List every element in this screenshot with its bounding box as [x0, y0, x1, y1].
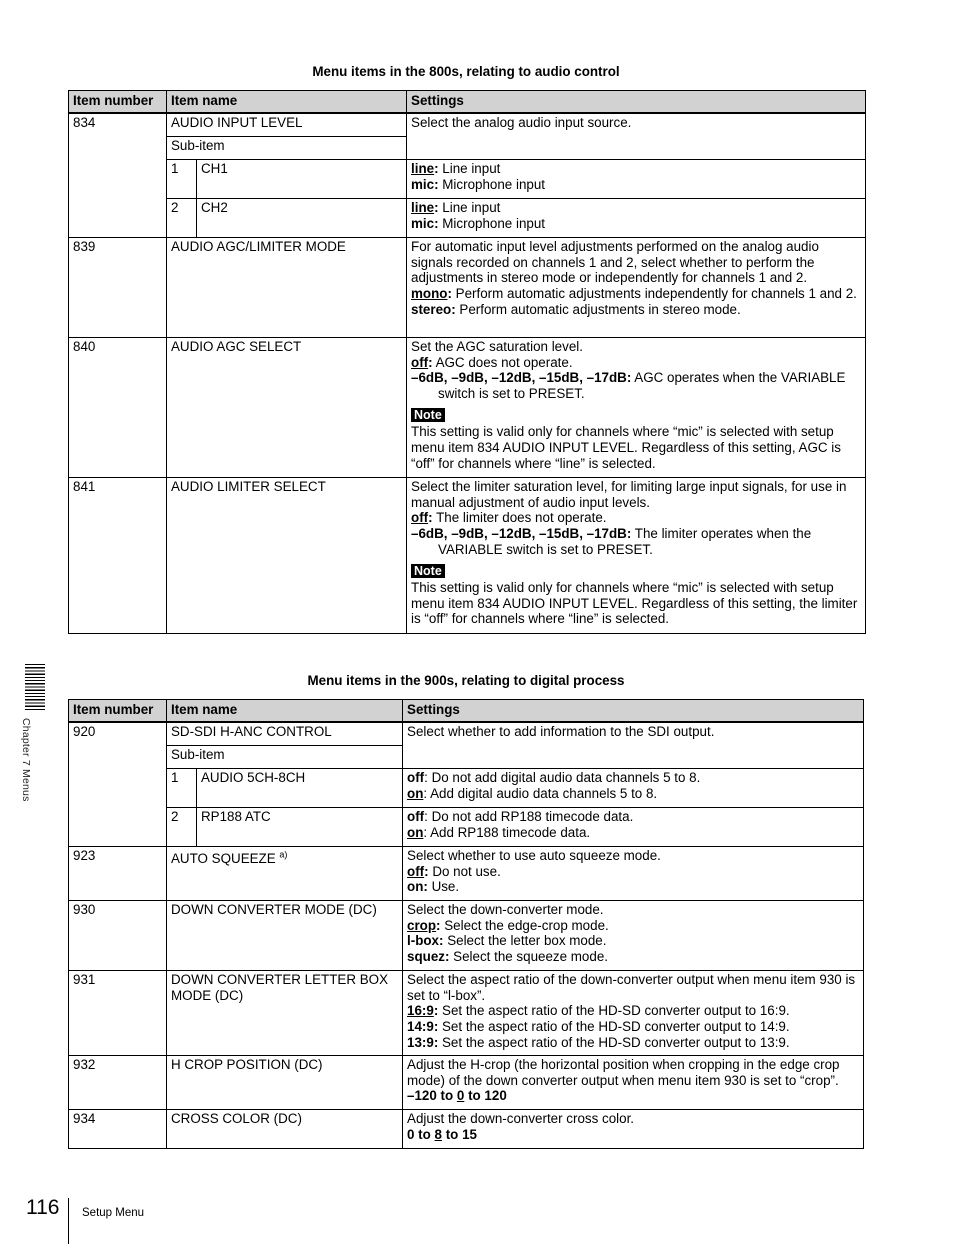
item-number: 840	[69, 337, 167, 477]
setting-range: –120 to 0 to 120	[407, 1088, 507, 1104]
item-settings	[403, 1109, 864, 1148]
header-item-name: Item name	[167, 700, 403, 722]
item-settings	[403, 970, 864, 1055]
setting-description: Select the limiter saturation level, for limiting large input signals, for use in manual adjustment of audio input levels.	[411, 478, 847, 510]
subitem-name: CH1	[197, 159, 407, 198]
subitem-index: 1	[167, 768, 197, 807]
subitem-name: CH2	[197, 198, 407, 237]
header-item-name: Item name	[167, 91, 407, 113]
option-off: off: AGC does not operate.	[411, 354, 573, 370]
table-row-930	[69, 900, 864, 970]
footer-section-label: Setup Menu	[82, 1207, 145, 1219]
item-name: AUDIO AGC SELECT	[167, 337, 407, 477]
option-off: off: Do not use.	[407, 863, 501, 879]
subitem-settings	[403, 807, 864, 846]
subitem-row	[69, 198, 866, 237]
header-item-number: Item number	[69, 700, 167, 722]
item-settings	[407, 477, 866, 633]
option-14-9: 14:9: Set the aspect ratio of the HD-SD converter output to 14:9.	[407, 1019, 790, 1035]
item-name: AUDIO LIMITER SELECT	[167, 477, 407, 633]
item-name: AUDIO INPUT LEVEL	[167, 113, 407, 137]
table-row-920	[69, 722, 864, 746]
option-13-9: 13:9: Set the aspect ratio of the HD-SD converter output to 13:9.	[407, 1034, 790, 1050]
item-number: 934	[69, 1109, 167, 1148]
table-row-840	[69, 337, 866, 477]
setting-description: Adjust the down-converter cross color.	[407, 1110, 635, 1126]
note-badge: Note	[411, 408, 445, 422]
option-crop: crop: Select the edge-crop mode.	[407, 917, 609, 933]
option-on: on: Add RP188 timecode data.	[407, 824, 591, 840]
item-name: AUDIO AGC/LIMITER MODE	[167, 237, 407, 337]
setting-description: Select the aspect ratio of the down-converter output when menu item 930 is set to “l-box”.	[407, 971, 856, 1003]
item-number: 839	[69, 237, 167, 337]
option-off: off: The limiter does not operate.	[411, 510, 607, 526]
item-number: 930	[69, 900, 167, 970]
subitem-index: 1	[167, 159, 197, 198]
item-name: CROSS COLOR (DC)	[167, 1109, 403, 1148]
header-item-number: Item number	[69, 91, 167, 113]
setting-range: 0 to 8 to 15	[407, 1126, 477, 1142]
subitem-row	[69, 807, 864, 846]
item-settings	[403, 1055, 864, 1109]
subitem-row	[69, 768, 864, 807]
option-16-9: 16:9: Set the aspect ratio of the HD-SD converter output to 16:9.	[407, 1003, 790, 1019]
option-on: on: Use.	[407, 879, 460, 895]
setting-description: For automatic input level adjustments performed on the analog audio signals recorded on channels 1 and 2, select whether to perform the adjustments in stereo mode or independently for channels 1 and 2.	[411, 238, 819, 286]
item-settings	[407, 237, 866, 337]
item-number: 931	[69, 970, 167, 1055]
subitem-row	[69, 159, 866, 198]
subitem-settings	[407, 198, 866, 237]
table-row-934	[69, 1109, 864, 1148]
header-settings: Settings	[407, 91, 866, 113]
item-settings	[403, 846, 864, 900]
subitem-settings	[407, 159, 866, 198]
subitem-name: RP188 ATC	[197, 807, 403, 846]
option-mic: mic: Microphone input	[411, 176, 546, 192]
item-number: 841	[69, 477, 167, 633]
item-name: DOWN CONVERTER MODE (DC)	[167, 900, 403, 970]
menu-table-900s	[68, 699, 864, 1149]
item-number: 923	[69, 846, 167, 900]
setting-description: Select the down-converter mode.	[407, 901, 604, 917]
header-settings: Settings	[403, 700, 864, 722]
option-off: off: Do not add digital audio data channels 5 to 8.	[407, 769, 701, 785]
setting-description: Adjust the H-crop (the horizontal position when cropping in the edge crop mode) of the down converter output when menu item 930 is set to “crop”.	[407, 1056, 840, 1088]
option-lbox: l-box: Select the letter box mode.	[407, 933, 607, 949]
subitem-label: Sub-item	[167, 745, 403, 768]
subitem-index: 2	[167, 807, 197, 846]
item-settings: Select whether to add information to the SDI output.	[403, 722, 864, 769]
menu-table-800s	[68, 90, 866, 634]
option-db-levels: –6dB, –9dB, –12dB, –15dB, –17dB: The limiter operates when the VARIABLE switch is set to PRESET.	[411, 526, 812, 557]
table-row-839	[69, 237, 866, 337]
option-mono: mono: Perform automatic adjustments independently for channels 1 and 2.	[411, 286, 857, 302]
page-number: 116	[26, 1196, 60, 1219]
item-name: DOWN CONVERTER LETTER BOX MODE (DC)	[167, 970, 403, 1055]
table-row-841	[69, 477, 866, 633]
note-badge: Note	[411, 564, 445, 578]
setting-description: Set the AGC saturation level.	[411, 338, 583, 354]
option-mic: mic: Microphone input	[411, 215, 546, 231]
option-line: line: Line input	[411, 199, 501, 215]
table-row-923	[69, 846, 864, 900]
option-db-levels: –6dB, –9dB, –12dB, –15dB, –17dB: AGC operates when the VARIABLE switch is set to PRESET.	[411, 370, 846, 402]
table-row-931	[69, 970, 864, 1055]
note-text: This setting is valid only for channels where “mic” is selected with setup menu item 834 AUDIO INPUT LEVEL. Regardless of this setting, the limiter is “off” for channels where “line” is selected.	[411, 579, 858, 627]
chapter-sidebar-label: Chapter 7 Menus	[20, 718, 32, 802]
item-name: AUTO SQUEEZE $^{a)}$	[167, 846, 403, 900]
item-number: 834	[69, 113, 167, 238]
subitem-name: AUDIO 5CH-8CH	[197, 768, 403, 807]
table-header-row	[69, 91, 866, 113]
footnote-marker: a)	[279, 849, 288, 860]
subitem-settings	[403, 768, 864, 807]
subitem-index: 2	[167, 198, 197, 237]
table-header-row	[69, 700, 864, 722]
item-name: SD-SDI H-ANC CONTROL	[167, 722, 403, 746]
item-name: H CROP POSITION (DC)	[167, 1055, 403, 1109]
item-number: 920	[69, 722, 167, 847]
item-settings	[403, 900, 864, 970]
option-squez: squez: Select the squeeze mode.	[407, 949, 608, 965]
footer-divider	[68, 1198, 69, 1244]
item-settings: Select the analog audio input source.	[407, 113, 866, 160]
option-off: off: Do not add RP188 timecode data.	[407, 808, 634, 824]
subitem-label: Sub-item	[167, 136, 407, 159]
option-on: on: Add digital audio data channels 5 to 8.	[407, 785, 658, 801]
option-line: line: Line input	[411, 160, 501, 176]
section-title-800s: Menu items in the 800s, relating to audio control	[312, 64, 620, 79]
item-settings	[407, 337, 866, 477]
option-stereo: stereo: Perform automatic adjustments in stereo mode.	[411, 301, 741, 317]
table-row-932	[69, 1055, 864, 1109]
setting-description: Select whether to use auto squeeze mode.	[407, 847, 661, 863]
chapter-tab-marker	[25, 664, 45, 710]
item-number: 932	[69, 1055, 167, 1109]
note-text: This setting is valid only for channels where “mic” is selected with setup menu item 834 AUDIO INPUT LEVEL. Regardless of this setting, AGC is “off” for channels where “line” is selected.	[411, 423, 841, 471]
section-title-900s: Menu items in the 900s, relating to digital process	[307, 673, 625, 688]
table-row-834	[69, 113, 866, 137]
